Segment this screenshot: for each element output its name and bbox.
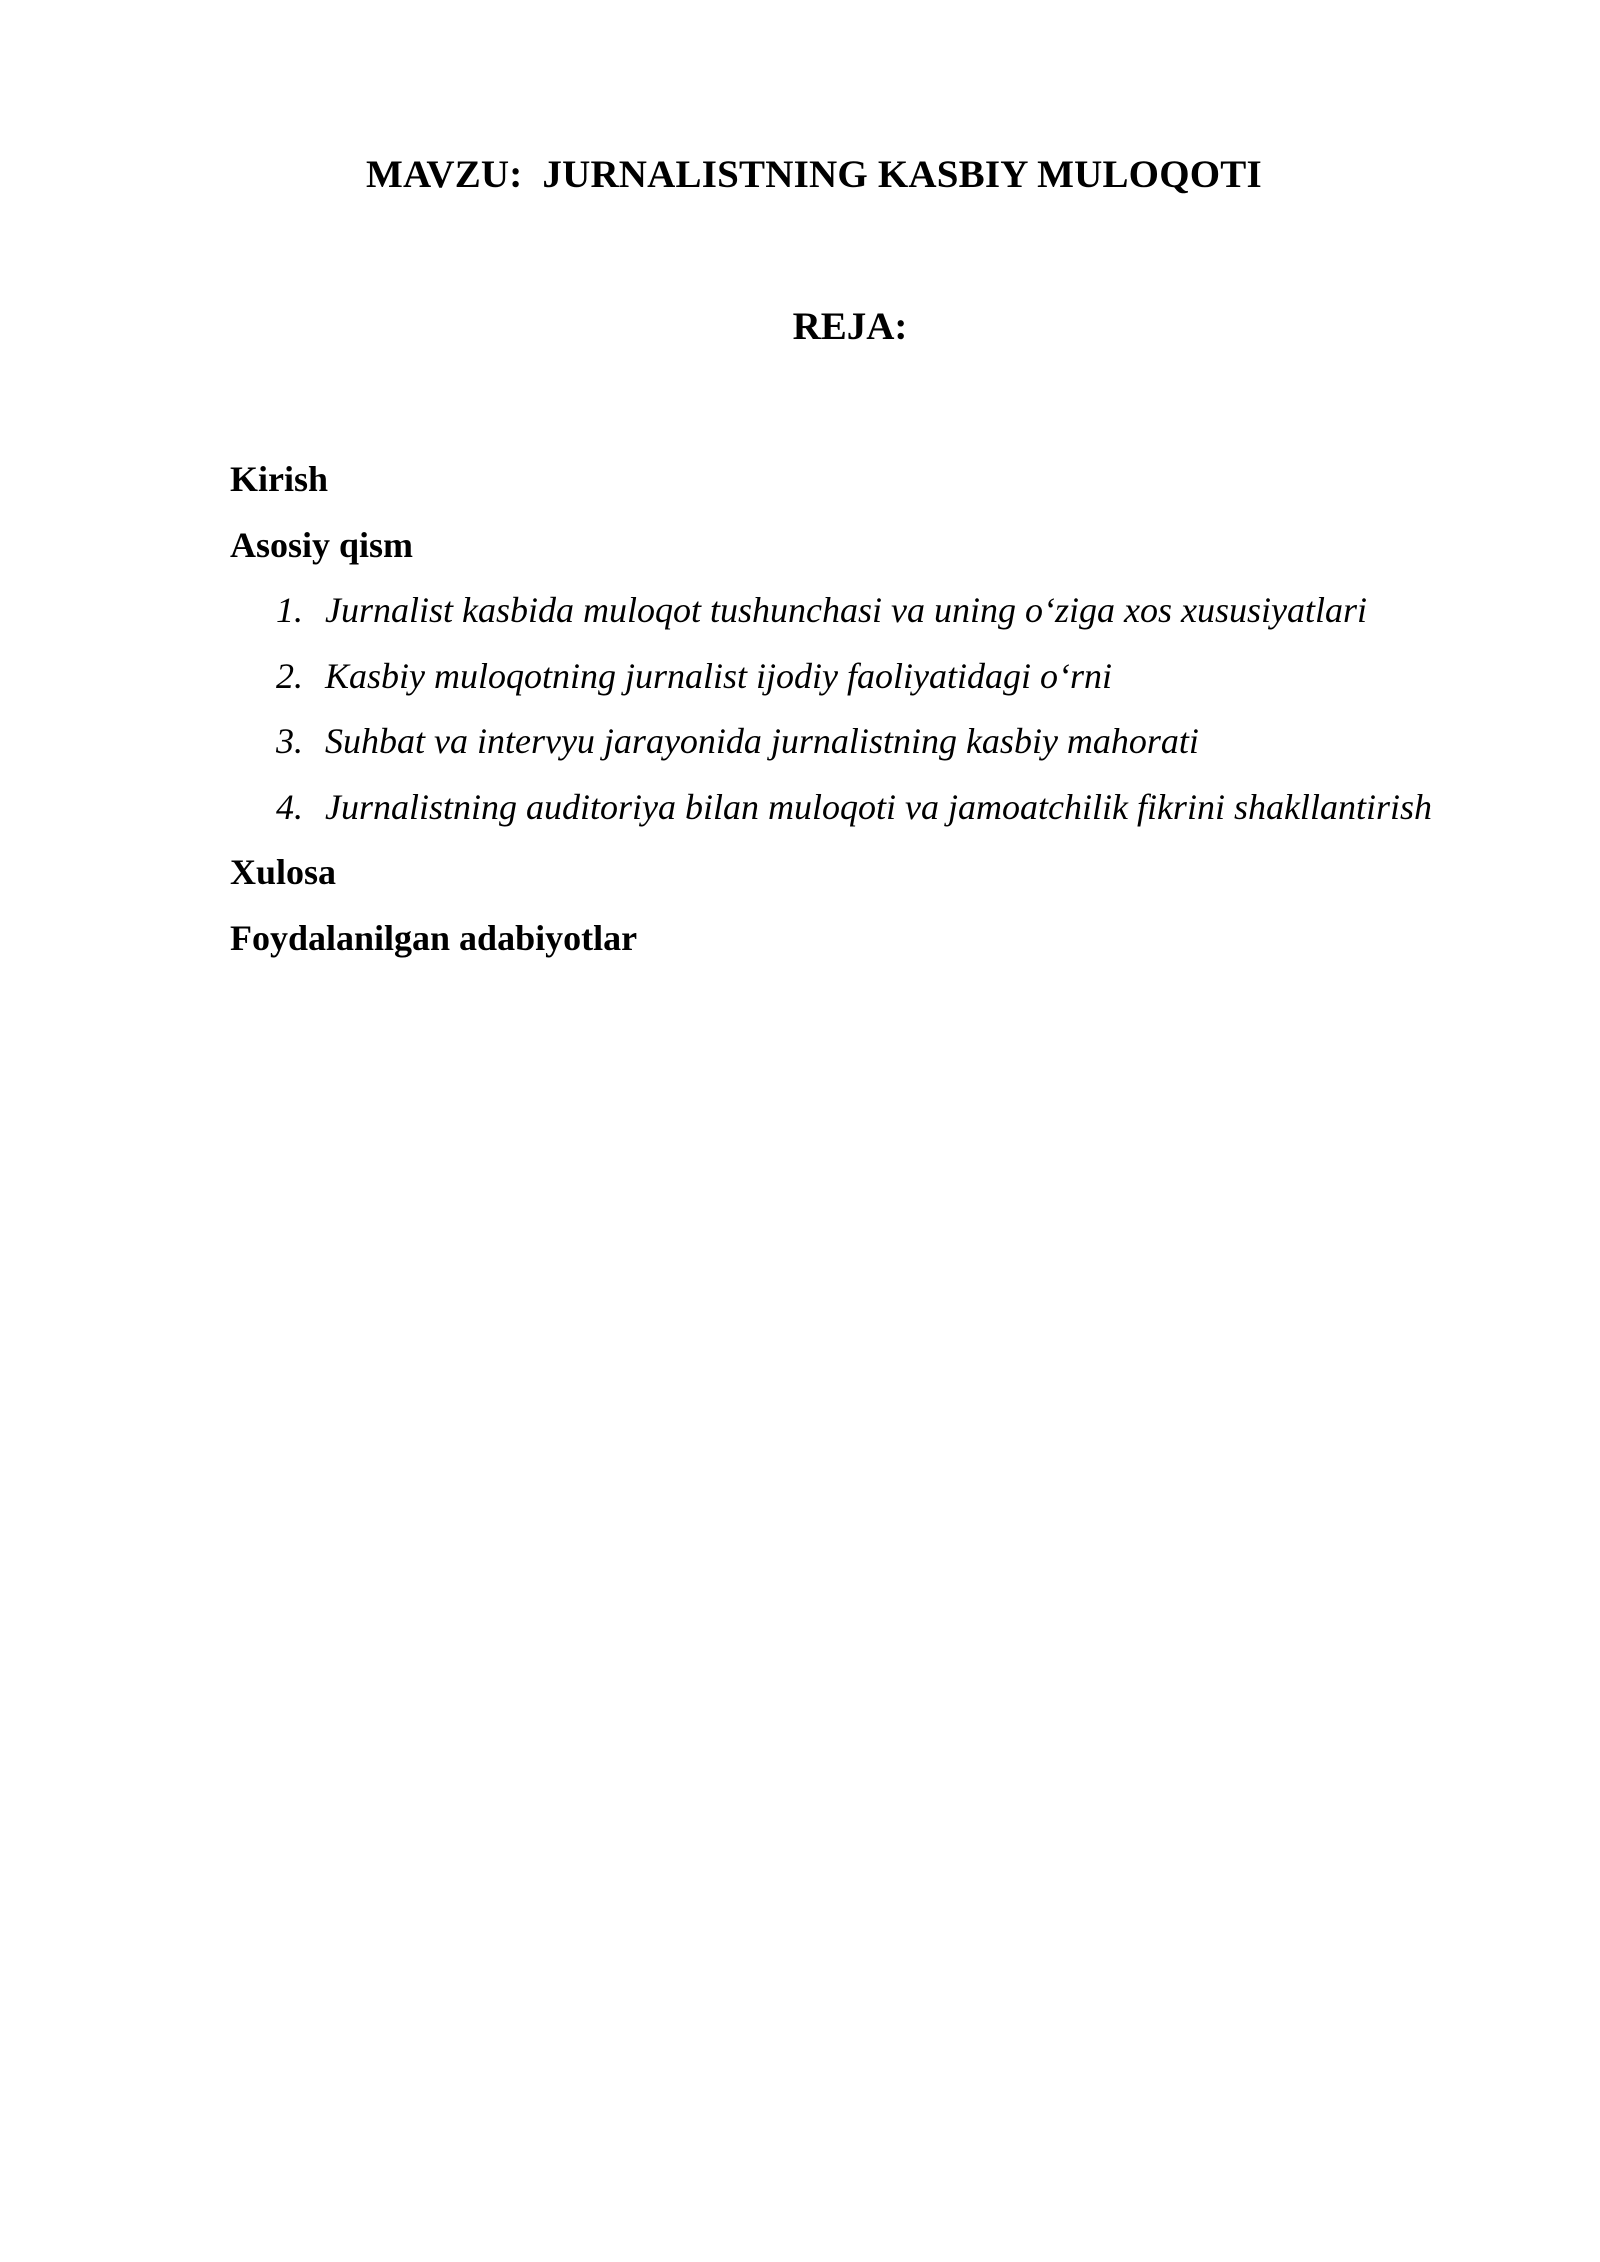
list-item [230, 709, 1530, 775]
list-item-number: 2. [276, 655, 303, 696]
list-item-number: 1. [276, 590, 303, 630]
list-item-text: Kasbiy muloqotning jurnalist ijodiy faoliyatidagi o‘rni [325, 655, 1113, 696]
main-part-list [230, 578, 1530, 840]
topic-title: MAVZU: JURNALISTNING KASBIY MULOQOTI [366, 153, 1262, 196]
list-item-text: Jurnalist kasbida muloqot tushunchasi va uning o‘ziga xos xususiyatlari [325, 590, 1367, 630]
section-main-part: Asosiy qism [230, 524, 414, 565]
list-item-number: 3. [276, 721, 303, 761]
section-intro: Kirish [230, 459, 329, 499]
list-item [230, 578, 1530, 644]
list-item-text: Suhbat va intervyu jarayonida jurnalistning kasbiy mahorati [325, 721, 1199, 761]
list-item [230, 644, 1530, 710]
list-item-number: 4. [276, 786, 303, 827]
plan-outline [230, 447, 1530, 971]
section-conclusion: Xulosa [230, 852, 337, 892]
section-references: Foydalanilgan adabiyotlar [230, 917, 638, 958]
plan-heading: REJA: [792, 305, 908, 348]
list-item [230, 775, 1530, 841]
list-item-text: Jurnalistning auditoriya bilan muloqoti va jamoatchilik fikrini shakllantirish [325, 786, 1432, 827]
